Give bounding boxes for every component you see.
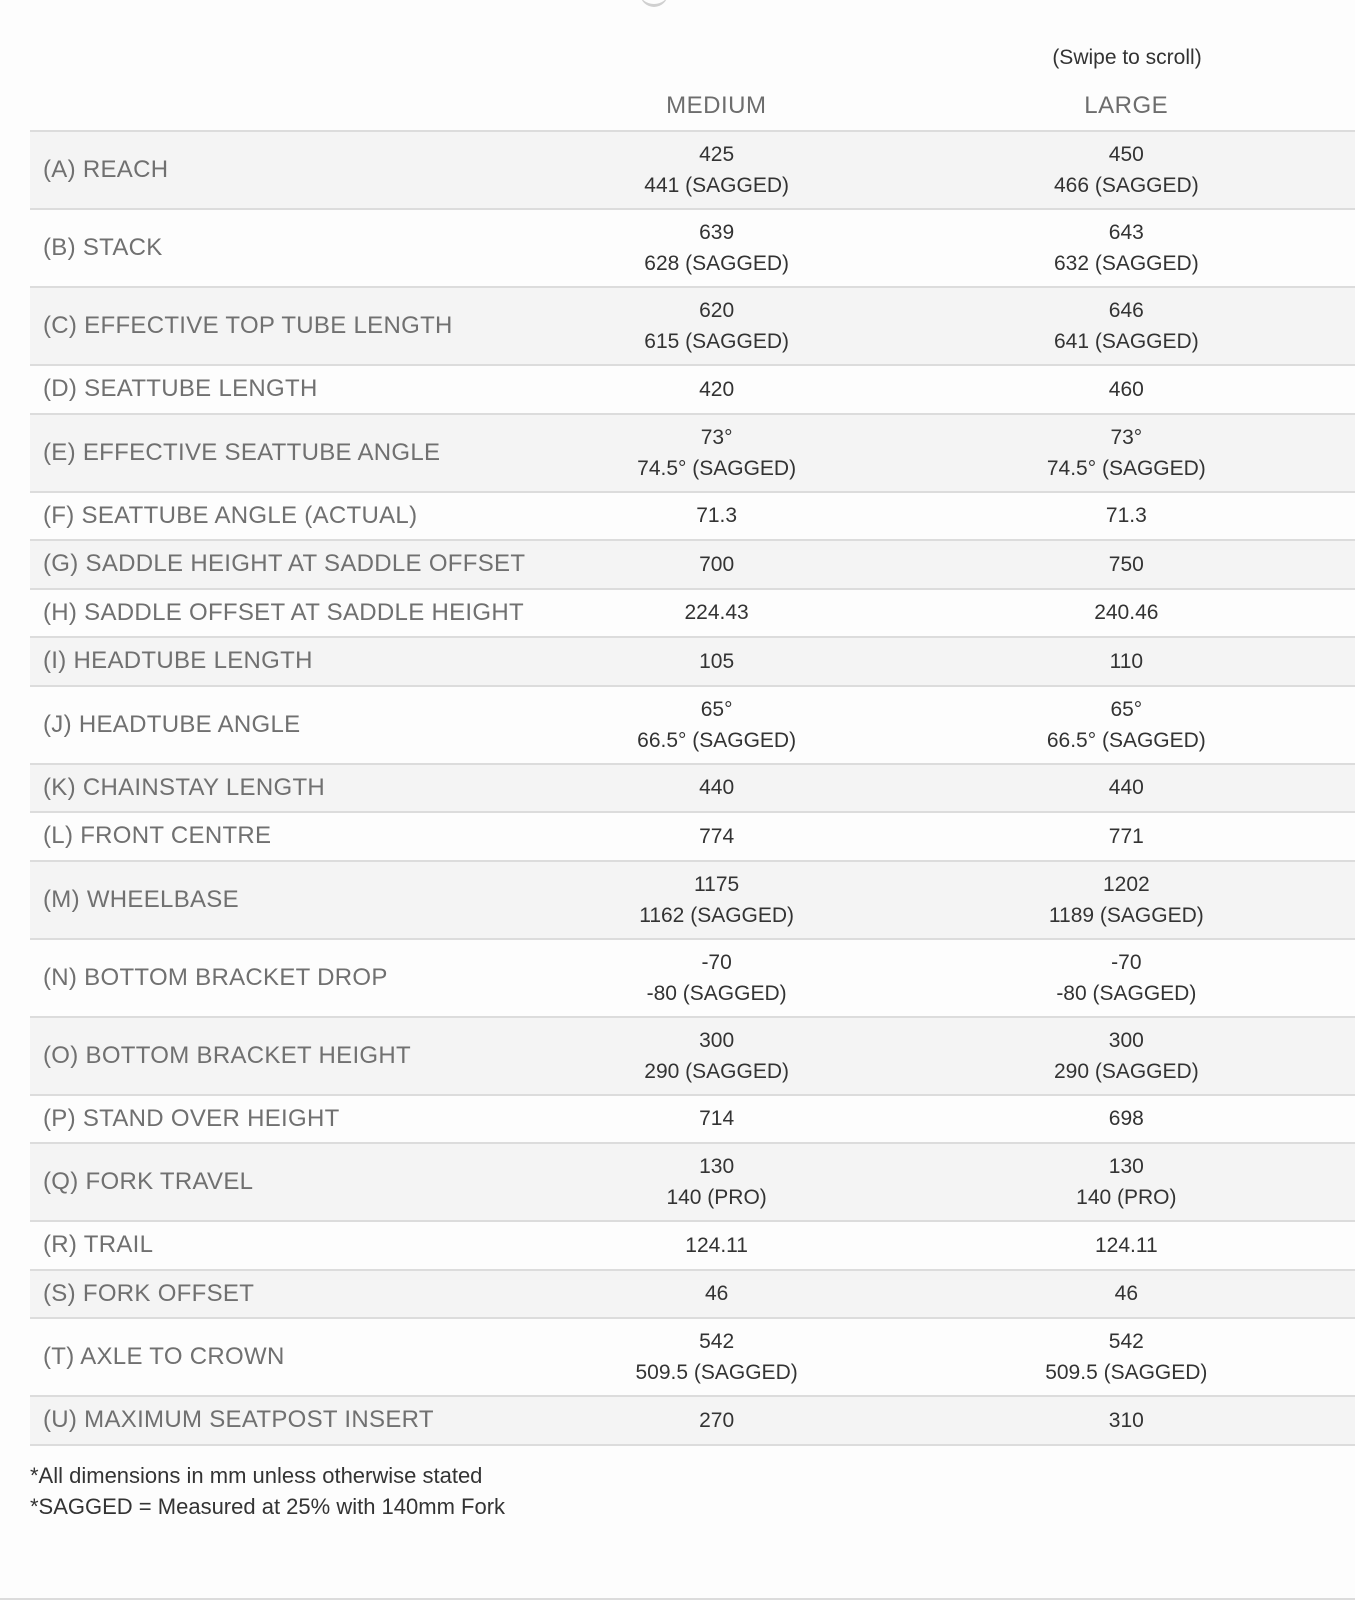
cell-medium bbox=[536, 694, 898, 756]
cell-value: -80 (SAGGED) bbox=[646, 981, 787, 1005]
cell-value: 46 bbox=[1114, 1282, 1138, 1306]
row-label: (O) BOTTOM BRACKET HEIGHT bbox=[43, 1041, 411, 1069]
cell-value: 110 bbox=[1109, 649, 1144, 673]
row-label: (P) STAND OVER HEIGHT bbox=[43, 1104, 340, 1132]
table-row bbox=[30, 132, 1355, 210]
table-row bbox=[30, 1096, 1355, 1145]
cell-value: 641 (SAGGED) bbox=[1053, 330, 1199, 353]
cell-value: 74.5° (SAGGED) bbox=[637, 456, 797, 480]
cell-value: 509.5 (SAGGED) bbox=[635, 1361, 798, 1384]
cell-value: 509.5 (SAGGED) bbox=[1045, 1361, 1208, 1384]
cell-large bbox=[898, 772, 1355, 803]
cell-value: 460 bbox=[1108, 377, 1144, 401]
footnote-sagged: *SAGGED = Measured at 25% with 140mm Fork bbox=[30, 1494, 506, 1519]
cell-large bbox=[898, 139, 1355, 201]
table-row bbox=[30, 1271, 1355, 1320]
table-row bbox=[30, 415, 1355, 493]
table-row bbox=[30, 940, 1355, 1018]
cell-large bbox=[898, 646, 1355, 677]
cell-medium bbox=[536, 1230, 898, 1261]
table-row bbox=[30, 288, 1355, 366]
row-label: (L) FRONT CENTRE bbox=[43, 822, 272, 850]
cell-value: 65° bbox=[700, 697, 733, 721]
cell-large bbox=[898, 821, 1355, 852]
cell-value: 1175 bbox=[694, 872, 740, 896]
cell-large bbox=[898, 217, 1355, 279]
table-row bbox=[30, 765, 1355, 814]
cell-value: 628 (SAGGED) bbox=[644, 252, 789, 275]
cell-value: 270 bbox=[699, 1408, 735, 1432]
cell-large bbox=[898, 869, 1355, 931]
cell-value: 124.11 bbox=[685, 1233, 748, 1257]
cell-value: 71.3 bbox=[1105, 504, 1147, 528]
cell-value: 714 bbox=[699, 1107, 735, 1131]
cell-large bbox=[898, 1151, 1355, 1213]
row-label: (M) WHEELBASE bbox=[43, 885, 239, 913]
column-header-medium: MEDIUM bbox=[666, 92, 767, 119]
cell-value: 632 (SAGGED) bbox=[1053, 252, 1199, 275]
cell-value: 639 bbox=[699, 221, 735, 244]
cell-medium bbox=[536, 1151, 898, 1213]
cell-large bbox=[898, 1278, 1355, 1309]
cell-medium bbox=[536, 1326, 898, 1388]
cell-value: 130 bbox=[1108, 1155, 1144, 1178]
table-row bbox=[30, 541, 1355, 590]
cell-medium bbox=[536, 646, 898, 677]
cell-value: 130 bbox=[699, 1155, 735, 1178]
cell-medium bbox=[536, 549, 898, 580]
row-label: (H) SADDLE OFFSET AT SADDLE HEIGHT bbox=[43, 598, 524, 626]
cell-medium bbox=[536, 772, 898, 803]
cell-medium bbox=[536, 295, 898, 357]
table-row bbox=[30, 813, 1355, 862]
cell-value: 290 (SAGGED) bbox=[644, 1059, 789, 1083]
table-header bbox=[30, 82, 1355, 132]
cell-medium bbox=[536, 1025, 898, 1087]
cell-value: 1202 bbox=[1102, 872, 1150, 896]
table-row bbox=[30, 493, 1355, 542]
row-label: (I) HEADTUBE LENGTH bbox=[43, 647, 313, 675]
table-body bbox=[30, 132, 1355, 1446]
cell-value: 425 bbox=[699, 143, 735, 166]
cell-value: 542 bbox=[1108, 1330, 1144, 1353]
table-row bbox=[30, 366, 1355, 415]
cell-value: -80 (SAGGED) bbox=[1056, 981, 1197, 1005]
cell-large bbox=[898, 374, 1355, 405]
cell-large bbox=[898, 1326, 1355, 1388]
row-label: (R) TRAIL bbox=[43, 1231, 154, 1259]
cell-value: 646 bbox=[1108, 299, 1144, 322]
table-row bbox=[30, 638, 1355, 687]
cell-medium bbox=[536, 139, 898, 201]
cell-value: 466 (SAGGED) bbox=[1053, 174, 1199, 197]
cell-value: 71.3 bbox=[696, 504, 738, 528]
cell-value: 450 bbox=[1108, 143, 1144, 166]
footnote-units: *All dimensions in mm unless otherwise stated bbox=[30, 1463, 483, 1488]
cell-large bbox=[898, 295, 1355, 357]
cell-large bbox=[898, 422, 1355, 484]
table-row bbox=[30, 1319, 1355, 1397]
cell-value: 73° bbox=[700, 425, 733, 449]
cell-value: 300 bbox=[699, 1028, 735, 1052]
row-label: (F) SEATTUBE ANGLE (ACTUAL) bbox=[43, 501, 418, 529]
table-row bbox=[30, 1144, 1355, 1222]
cell-value: 140 (PRO) bbox=[666, 1186, 767, 1209]
table-row bbox=[30, 1397, 1355, 1446]
cell-value: 73° bbox=[1110, 425, 1143, 449]
cell-value: 440 bbox=[699, 776, 735, 800]
cell-value: 66.5° (SAGGED) bbox=[1046, 728, 1206, 752]
row-label: (C) EFFECTIVE TOP TUBE LENGTH bbox=[43, 312, 453, 339]
cell-value: 774 bbox=[699, 824, 735, 848]
cell-large bbox=[898, 694, 1355, 756]
cell-medium bbox=[536, 821, 898, 852]
cell-large bbox=[898, 947, 1355, 1009]
cell-medium bbox=[536, 422, 898, 484]
row-label: (K) CHAINSTAY LENGTH bbox=[43, 773, 326, 801]
cell-value: 224.43 bbox=[684, 601, 749, 625]
cell-medium bbox=[536, 1103, 898, 1134]
cell-large bbox=[898, 500, 1355, 531]
cell-medium bbox=[536, 1405, 898, 1436]
cell-value: 441 (SAGGED) bbox=[644, 174, 789, 197]
cell-value: 140 (PRO) bbox=[1076, 1186, 1177, 1209]
scroll-indicator-icon bbox=[640, 0, 668, 7]
cell-large bbox=[898, 597, 1355, 628]
cell-medium bbox=[536, 597, 898, 628]
cell-large bbox=[898, 1230, 1355, 1261]
cell-value: 750 bbox=[1108, 552, 1144, 576]
cell-value: 771 bbox=[1108, 824, 1144, 848]
cell-value: 65° bbox=[1110, 697, 1143, 721]
row-label: (G) SADDLE HEIGHT AT SADDLE OFFSET bbox=[43, 550, 526, 578]
cell-medium bbox=[536, 947, 898, 1009]
cell-value: 105 bbox=[699, 649, 735, 673]
row-label: (E) EFFECTIVE SEATTUBE ANGLE bbox=[43, 438, 441, 466]
cell-value: 300 bbox=[1108, 1028, 1144, 1052]
cell-large bbox=[898, 1405, 1355, 1436]
row-label: (T) AXLE TO CROWN bbox=[43, 1343, 285, 1370]
cell-value: -70 bbox=[701, 950, 732, 974]
cell-value: 700 bbox=[699, 552, 735, 576]
cell-value: 240.46 bbox=[1094, 601, 1159, 625]
cell-large bbox=[898, 1103, 1355, 1134]
cell-medium bbox=[536, 217, 898, 279]
cell-value: 698 bbox=[1108, 1107, 1144, 1131]
cell-large bbox=[898, 1025, 1355, 1087]
table-row bbox=[30, 687, 1355, 765]
row-label: (S) FORK OFFSET bbox=[43, 1279, 255, 1307]
cell-medium bbox=[536, 374, 898, 405]
cell-large bbox=[898, 549, 1355, 580]
row-label: (J) HEADTUBE ANGLE bbox=[43, 710, 301, 738]
cell-value: 420 bbox=[699, 377, 735, 401]
footnotes bbox=[30, 1460, 505, 1522]
cell-value: 1162 (SAGGED) bbox=[639, 903, 795, 927]
cell-value: 46 bbox=[704, 1282, 729, 1306]
row-label: (N) BOTTOM BRACKET DROP bbox=[43, 963, 388, 991]
geometry-table[interactable] bbox=[30, 82, 1355, 1446]
row-label: (D) SEATTUBE LENGTH bbox=[43, 375, 318, 403]
table-row bbox=[30, 210, 1355, 288]
cell-value: 542 bbox=[699, 1330, 735, 1353]
cell-value: 440 bbox=[1108, 776, 1144, 800]
swipe-hint: (Swipe to scroll) bbox=[1052, 46, 1202, 69]
cell-value: 615 (SAGGED) bbox=[644, 330, 789, 353]
cell-value: 66.5° (SAGGED) bbox=[637, 728, 797, 752]
cell-medium bbox=[536, 1278, 898, 1309]
cell-value: 124.11 bbox=[1094, 1233, 1158, 1257]
cell-medium bbox=[536, 500, 898, 531]
cell-medium bbox=[536, 869, 898, 931]
cell-value: 620 bbox=[699, 299, 735, 322]
cell-value: 643 bbox=[1108, 221, 1144, 244]
column-header-large: LARGE bbox=[1084, 92, 1169, 119]
row-label: (B) STACK bbox=[43, 234, 163, 261]
row-label: (A) REACH bbox=[43, 156, 169, 183]
cell-value: 74.5° (SAGGED) bbox=[1046, 456, 1206, 480]
cell-value: 290 (SAGGED) bbox=[1053, 1059, 1199, 1083]
table-row bbox=[30, 862, 1355, 940]
cell-value: -70 bbox=[1111, 950, 1142, 974]
row-label: (Q) FORK TRAVEL bbox=[43, 1168, 254, 1195]
row-label: (U) MAXIMUM SEATPOST INSERT bbox=[43, 1406, 434, 1434]
cell-value: 310 bbox=[1108, 1408, 1144, 1432]
table-row bbox=[30, 590, 1355, 639]
table-row bbox=[30, 1222, 1355, 1271]
table-row bbox=[30, 1018, 1355, 1096]
cell-value: 1189 (SAGGED) bbox=[1048, 903, 1204, 927]
